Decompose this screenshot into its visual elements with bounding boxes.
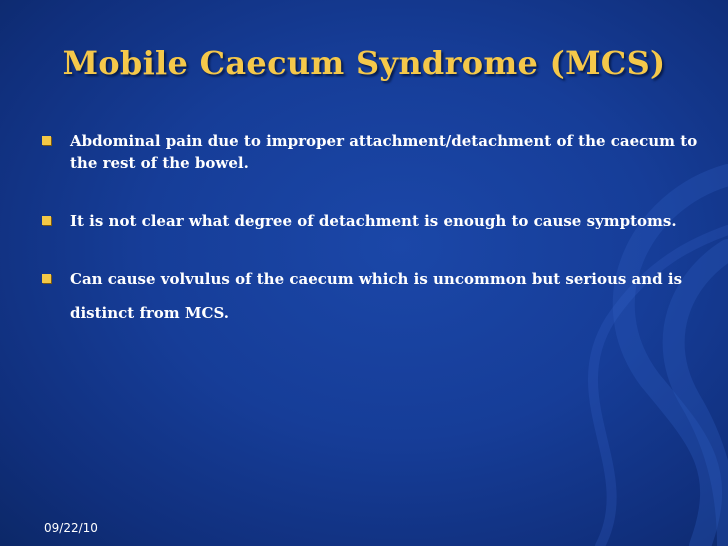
slide-title: Mobile Caecum Syndrome (MCS) (62, 44, 666, 82)
square-bullet-icon (42, 216, 51, 225)
bullet-text: Abdominal pain due to improper attachment/detachment of the caecum to the rest of the bowel. (70, 132, 698, 172)
square-bullet-icon (42, 136, 51, 145)
bullet-text: Can cause volvulus of the caecum which is uncommon but serious and is distinct from MCS. (70, 270, 683, 322)
square-bullet-icon (42, 274, 51, 283)
bullet-text: It is not clear what degree of detachment is enough to cause symptoms. (70, 212, 677, 230)
footer-date: 09/22/10 (44, 521, 98, 535)
